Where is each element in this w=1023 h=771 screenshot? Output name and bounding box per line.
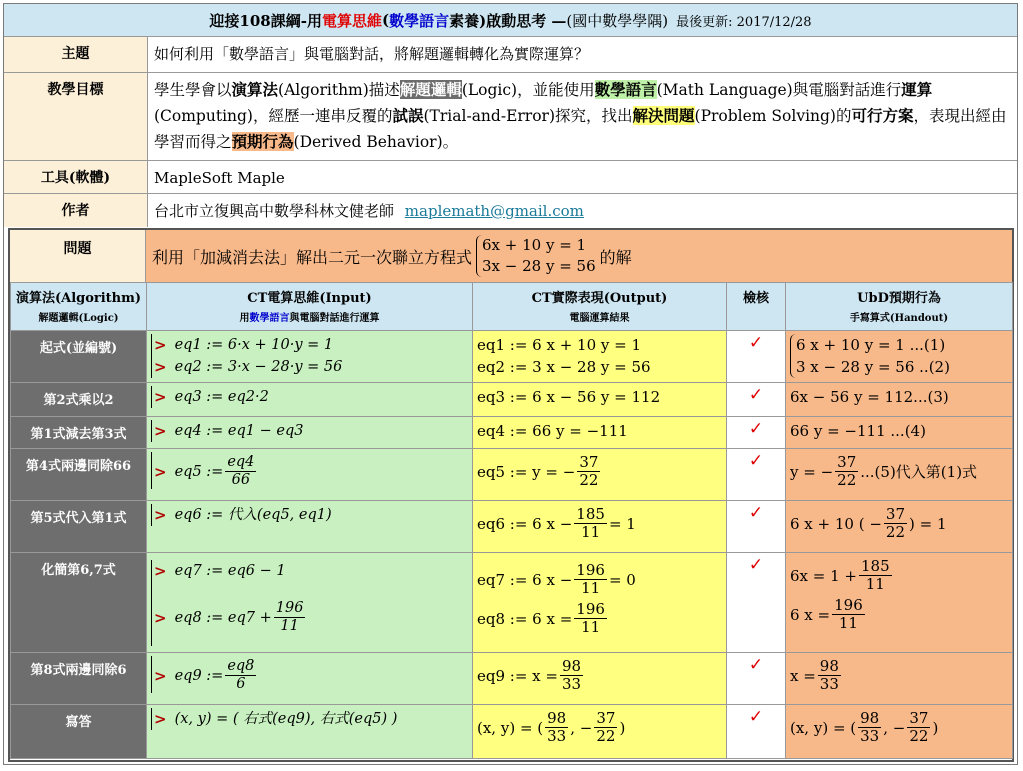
output-line: eq3 := 6 x − 56 y = 112 bbox=[477, 388, 661, 406]
header-output bbox=[473, 283, 727, 331]
prompt-icon: > bbox=[154, 422, 167, 440]
fraction bbox=[594, 710, 617, 745]
input-cell[interactable] bbox=[147, 331, 473, 383]
table-row bbox=[11, 501, 1013, 553]
goal-text: (Derived Behavior)。 bbox=[293, 133, 459, 151]
step-label: 第8式兩邊同除6 bbox=[11, 653, 147, 705]
title-text-paren: ( bbox=[381, 11, 390, 29]
fraction-denominator: 33 bbox=[547, 727, 567, 745]
table-row bbox=[11, 331, 1013, 383]
equation-1: 6x + 10 y = 1 bbox=[482, 236, 587, 254]
header-ubd bbox=[786, 283, 1013, 331]
goal-text: (Algorithm)描述 bbox=[278, 81, 400, 99]
fraction-numerator: 37 bbox=[596, 709, 616, 727]
fraction-denominator: 22 bbox=[909, 727, 929, 745]
title-highlight-math: 數學語言 bbox=[389, 11, 450, 30]
output-line: eq7 := 6 x − bbox=[477, 570, 573, 589]
step-label: 化簡第6,7式 bbox=[11, 553, 147, 653]
check-icon: ✓ bbox=[727, 383, 786, 417]
ubd-line: ) = 1 bbox=[909, 514, 947, 533]
fraction-numerator: 185 bbox=[861, 557, 890, 575]
ubd-line: 6 x = bbox=[790, 605, 831, 624]
prompt-icon: > bbox=[154, 506, 167, 524]
table-row bbox=[11, 383, 1013, 417]
output-line: ) bbox=[619, 718, 626, 737]
question-label: 問題 bbox=[10, 230, 146, 282]
header-input-sub bbox=[149, 309, 470, 324]
fraction-numerator: 37 bbox=[885, 505, 906, 523]
question-suffix: 的解 bbox=[599, 247, 632, 267]
fraction bbox=[859, 558, 892, 593]
topic-value: 如何利用「數學語言」與電腦對話，將解題邏輯轉化為實際運算？ bbox=[148, 37, 1017, 72]
header-check-label: 檢核 bbox=[742, 291, 769, 306]
topic-row bbox=[4, 37, 1017, 73]
fraction bbox=[574, 506, 607, 541]
input-cell[interactable] bbox=[147, 417, 473, 449]
goal-problem-solving: 解決問題 bbox=[632, 106, 695, 125]
goal-math-language: 數學語言 bbox=[594, 80, 657, 99]
ubd-line: 6 x + 10 y = 1 ...(1) bbox=[796, 336, 946, 354]
header-input-sub-b: 數學語言 bbox=[249, 313, 290, 324]
fraction-numerator: eq8 bbox=[227, 658, 255, 674]
fraction-denominator: 22 bbox=[837, 471, 857, 489]
goal-text: (Problem Solving)的 bbox=[694, 107, 852, 125]
goal-derived-behavior: 預期行為 bbox=[231, 132, 294, 151]
ubd-line: , − bbox=[883, 718, 906, 737]
input-cell[interactable] bbox=[147, 705, 473, 759]
header-ubd-label: UbD預期行為 bbox=[857, 291, 941, 306]
input-line: (x, y) = ( 右式(eq9), 右式(eq5) ) bbox=[174, 711, 398, 727]
table-row bbox=[11, 653, 1013, 705]
header-input-sub-a: 用 bbox=[239, 313, 250, 324]
tool-row bbox=[4, 161, 1017, 194]
check-icon: ✓ bbox=[727, 705, 786, 759]
fraction-numerator: 98 bbox=[561, 657, 582, 675]
fraction-denominator: 33 bbox=[819, 675, 839, 693]
header-output-label: CT實際表現(Output) bbox=[531, 291, 668, 306]
title-text-rest: 素養)啟動思考 — bbox=[449, 11, 567, 30]
input-line: eq5 := bbox=[174, 463, 224, 480]
fraction-numerator: eq4 bbox=[227, 454, 255, 470]
table-row bbox=[11, 553, 1013, 653]
question-row bbox=[10, 230, 1012, 283]
fraction-denominator: 11 bbox=[280, 618, 299, 634]
input-line: eq6 := 代入(eq5, eq1) bbox=[174, 507, 332, 523]
fraction bbox=[574, 601, 607, 636]
step-label: 第1式減去第3式 bbox=[11, 417, 147, 449]
output-line: eq6 := 6 x − bbox=[477, 514, 573, 533]
input-cell[interactable] bbox=[147, 449, 473, 501]
check-icon: ✓ bbox=[727, 553, 786, 653]
page-title bbox=[4, 4, 1017, 37]
output-line: , − bbox=[570, 718, 593, 737]
prompt-icon: > bbox=[154, 462, 167, 481]
title-text: 迎接108課綱-用 bbox=[209, 11, 322, 30]
fraction-numerator: 196 bbox=[275, 600, 304, 616]
fraction bbox=[577, 454, 600, 489]
goal-label: 教學目標 bbox=[4, 73, 148, 160]
fraction-numerator: 185 bbox=[576, 505, 605, 523]
header-input bbox=[147, 283, 473, 331]
header-output-sub: 電腦運算結果 bbox=[569, 313, 630, 324]
prompt-icon: > bbox=[154, 336, 167, 354]
input-cell[interactable] bbox=[147, 501, 473, 553]
fraction bbox=[574, 562, 607, 597]
prompt-icon: > bbox=[154, 710, 167, 728]
fraction-numerator: 37 bbox=[837, 453, 857, 471]
header-input-label: CT電算思維(Input) bbox=[247, 291, 372, 306]
header-algorithm-label: 演算法(Algorithm) bbox=[15, 291, 142, 306]
fraction-denominator: 33 bbox=[561, 675, 582, 693]
fraction bbox=[835, 454, 858, 489]
output-line: eq4 := 66 y = −111 bbox=[477, 422, 628, 440]
input-cell[interactable] bbox=[147, 383, 473, 417]
prompt-icon: > bbox=[154, 388, 167, 406]
fraction bbox=[907, 710, 930, 745]
fraction-denominator: 22 bbox=[579, 471, 599, 489]
output-line: (x, y) = ( bbox=[477, 718, 544, 737]
ubd-line: y = − bbox=[790, 462, 834, 481]
header-row bbox=[11, 283, 1013, 331]
header-algorithm bbox=[11, 283, 147, 331]
input-line: eq4 := eq1 − eq3 bbox=[174, 423, 304, 439]
output-line: eq5 := y = − bbox=[477, 462, 576, 481]
step-label: 第2式乘以2 bbox=[11, 383, 147, 417]
input-line: eq8 := eq7 + bbox=[174, 609, 272, 626]
table-row bbox=[11, 417, 1013, 449]
output-line: eq1 := 6 x + 10 y = 1 bbox=[477, 336, 642, 354]
step-label: 第4式兩邊同除66 bbox=[11, 449, 147, 501]
goal-feasible: 可行方案 bbox=[851, 106, 914, 125]
input-line: eq7 := eq6 − 1 bbox=[174, 563, 286, 579]
fraction-denominator: 22 bbox=[885, 523, 906, 541]
goal-text: 學生學會以 bbox=[154, 81, 232, 99]
goal-logic: 解題邏輯 bbox=[399, 80, 462, 99]
check-icon: ✓ bbox=[727, 417, 786, 449]
fraction-denominator: 11 bbox=[581, 579, 601, 597]
output-line: eq2 := 3 x − 28 y = 56 bbox=[477, 358, 651, 376]
header-algorithm-sub: 解題邏輯(Logic) bbox=[38, 313, 119, 324]
ubd-line: 66 y = −111 ...(4) bbox=[790, 422, 926, 440]
goal-text: (Trial-and-Error)探究，找出 bbox=[423, 107, 633, 125]
output-line: eq9 := x = bbox=[477, 666, 558, 685]
last-updated: 最後更新: 2017/12/28 bbox=[676, 14, 812, 30]
tool-label: 工具(軟體) bbox=[4, 161, 148, 193]
author-name: 台北市立復興高中數學科林文健老師 bbox=[154, 202, 395, 220]
author-email-link[interactable]: maplemath@gmail.com bbox=[404, 202, 584, 220]
goal-text: (Logic)，並能使用 bbox=[461, 81, 595, 99]
fraction-denominator: 33 bbox=[860, 727, 880, 745]
fraction-numerator: 196 bbox=[576, 600, 605, 618]
table-row bbox=[11, 449, 1013, 501]
ubd-line: (x, y) = ( bbox=[790, 718, 857, 737]
output-line: = 1 bbox=[608, 514, 636, 533]
fraction-denominator: 11 bbox=[838, 614, 858, 632]
fraction-numerator: 196 bbox=[576, 561, 605, 579]
ubd-line: 6x − 56 y = 112...(3) bbox=[790, 388, 949, 406]
fraction-denominator: 66 bbox=[231, 472, 251, 488]
question-value bbox=[146, 230, 1012, 282]
goal-text: ，表現出經由學習而得之 bbox=[154, 107, 1007, 151]
fraction bbox=[832, 597, 865, 632]
prompt-icon: > bbox=[154, 358, 167, 376]
fraction-denominator: 6 bbox=[236, 676, 246, 692]
ubd-line: x = bbox=[790, 666, 816, 685]
equation-2: 3x − 28 y = 56 bbox=[482, 257, 596, 275]
fraction bbox=[545, 710, 568, 745]
check-icon: ✓ bbox=[727, 331, 786, 383]
prompt-icon: > bbox=[154, 562, 167, 580]
fraction-denominator: 11 bbox=[581, 523, 601, 541]
output-line: eq8 := 6 x = bbox=[477, 609, 573, 628]
fraction-numerator: 98 bbox=[547, 709, 567, 727]
fraction bbox=[225, 454, 256, 489]
goal-computing: 運算 bbox=[901, 80, 933, 99]
header-check bbox=[727, 283, 786, 331]
header-ubd-sub: 手寫算式(Handout) bbox=[849, 313, 949, 324]
ubd-line: ...(5)代入第(1)式 bbox=[860, 463, 978, 481]
ubd-line: ) bbox=[932, 718, 939, 737]
author-row bbox=[4, 194, 1017, 227]
fraction-denominator: 22 bbox=[596, 727, 616, 745]
input-line: eq2 := 3·x − 28·y = 56 bbox=[174, 359, 343, 375]
fraction-numerator: 98 bbox=[819, 657, 839, 675]
ubd-line: 6 x + 10 ( − bbox=[790, 514, 882, 533]
input-line: eq9 := bbox=[174, 667, 224, 684]
fraction-numerator: 196 bbox=[834, 596, 863, 614]
table-row bbox=[11, 705, 1013, 759]
goal-text: (Math Language)與電腦對話進行 bbox=[656, 81, 902, 99]
ubd-line: 3 x − 28 y = 56 ..(2) bbox=[796, 358, 950, 376]
fraction bbox=[818, 658, 841, 693]
header-input-sub-c: 與電腦對話進行運算 bbox=[289, 313, 380, 324]
title-highlight-ct: 電算思維 bbox=[321, 11, 382, 30]
prompt-icon: > bbox=[154, 666, 167, 685]
goal-algorithm: 演算法 bbox=[231, 80, 279, 99]
topic-label: 主題 bbox=[4, 37, 148, 72]
title-site: (國中數學學隅) bbox=[566, 11, 669, 30]
output-cell bbox=[473, 331, 727, 383]
output-line: = 0 bbox=[608, 570, 636, 589]
fraction bbox=[858, 710, 881, 745]
solution-table bbox=[10, 282, 1013, 759]
author-value bbox=[148, 194, 1017, 227]
fraction-numerator: 37 bbox=[909, 709, 929, 727]
tool-value: MapleSoft Maple bbox=[148, 161, 1017, 193]
fraction-numerator: 98 bbox=[860, 709, 880, 727]
goal-row bbox=[4, 73, 1017, 161]
check-icon: ✓ bbox=[727, 501, 786, 553]
check-icon: ✓ bbox=[727, 449, 786, 501]
step-label: 第5式代入第1式 bbox=[11, 501, 147, 553]
fraction bbox=[225, 658, 256, 693]
fraction bbox=[274, 600, 306, 635]
author-label: 作者 bbox=[4, 194, 148, 227]
goal-value bbox=[148, 73, 1017, 160]
fraction-denominator: 11 bbox=[581, 618, 601, 636]
ubd-line: 6x = 1 + bbox=[790, 566, 857, 585]
question-text: 利用「加減消去法」解出二元一次聯立方程式 bbox=[152, 247, 473, 267]
prompt-icon: > bbox=[154, 608, 167, 627]
ubd-cell bbox=[786, 331, 1013, 383]
goal-trial: 試誤 bbox=[392, 106, 424, 125]
step-label: 起式(並編號) bbox=[11, 331, 147, 383]
goal-text: (Computing)，經歷一連串反覆的 bbox=[154, 107, 393, 125]
fraction-denominator: 11 bbox=[865, 575, 885, 593]
check-icon: ✓ bbox=[727, 653, 786, 705]
input-cell[interactable] bbox=[147, 553, 473, 653]
fraction bbox=[560, 658, 583, 693]
equation-system bbox=[476, 235, 596, 277]
step-label: 寫答 bbox=[11, 705, 147, 759]
input-cell[interactable] bbox=[147, 653, 473, 705]
fraction bbox=[884, 506, 907, 541]
input-line: eq3 := eq2·2 bbox=[174, 389, 269, 405]
fraction-numerator: 37 bbox=[579, 453, 599, 471]
input-line: eq1 := 6·x + 10·y = 1 bbox=[174, 337, 334, 353]
